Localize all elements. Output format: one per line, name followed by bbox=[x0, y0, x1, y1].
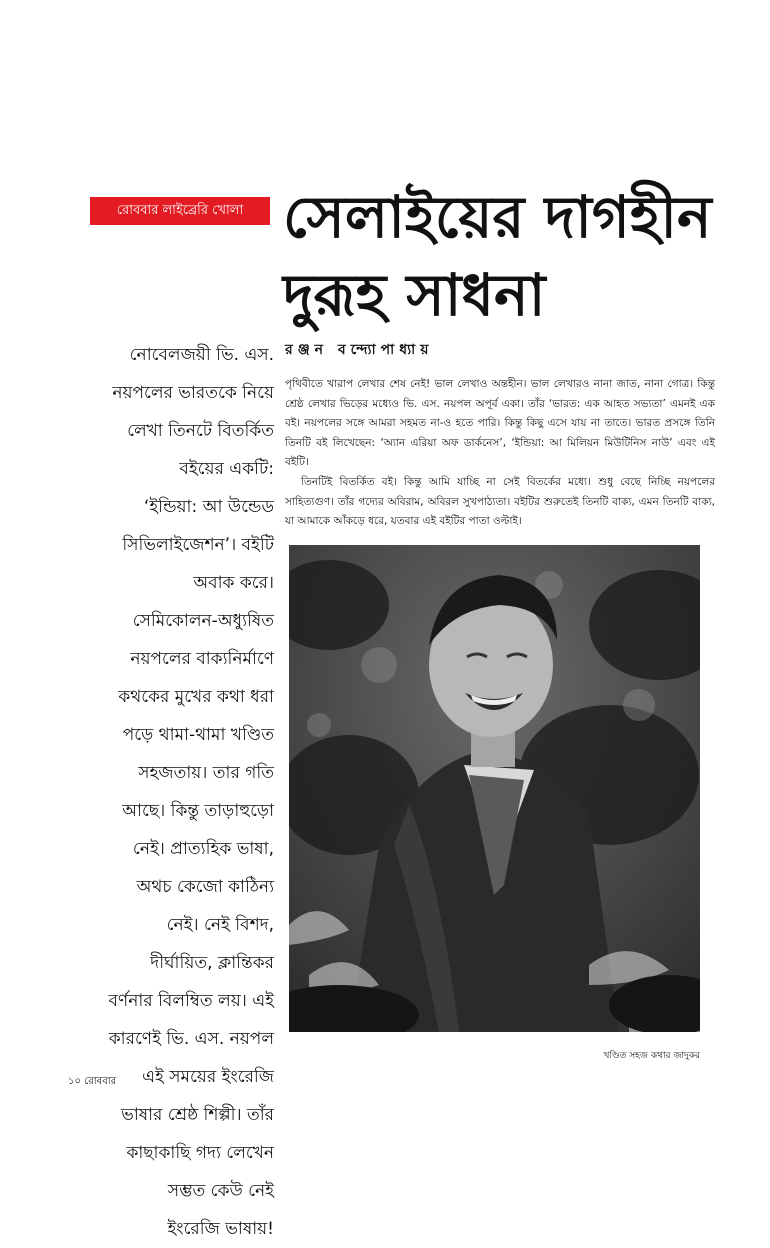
section-tag: রোববার লাইব্রেরি খোলা bbox=[90, 197, 270, 225]
headline bbox=[283, 178, 723, 334]
lead-line: বইয়ের একটি: bbox=[179, 459, 274, 479]
headline-line-2: দুরূহ সাধনা bbox=[283, 261, 546, 329]
lead-line: আছে। কিন্তু তাড়াহুড়ো bbox=[122, 801, 274, 821]
lead-line: অথচ কেজো কাঠিন্য bbox=[136, 877, 274, 897]
lead-line: নেই। নেই বিশদ, bbox=[166, 915, 274, 935]
lead-line: সিভিলাইজেশন’। বইটি bbox=[122, 535, 274, 555]
lead-column bbox=[72, 336, 274, 1248]
lead-line: কাছাকাছি গদ্য লেখেন bbox=[126, 1143, 274, 1163]
portrait-photo-illustration bbox=[289, 545, 700, 1032]
lead-line: সহজতায়। তার গতি bbox=[138, 763, 274, 783]
page-folio: ১০ রোববার bbox=[68, 1076, 117, 1087]
lead-line: দীর্ঘায়িত, ক্লান্তিকর bbox=[150, 953, 274, 973]
lead-line: ভাষার শ্রেষ্ঠ শিল্পী। তাঁর bbox=[121, 1105, 274, 1125]
byline: রঞ্জন বন্দ্যোপাধ্যায় bbox=[285, 342, 434, 358]
lead-line: ‘ইন্ডিয়া: আ উন্ডেড bbox=[143, 497, 274, 517]
lead-line: নেই। প্রাত্যহিক ভাষা, bbox=[132, 839, 274, 859]
body-paragraph: পৃথিবীতে খারাপ লেখার শেষ নেই! ভাল লেখাও অন্তহীন। ভাল লেখারও নানা জাত, নানা গোত্র। কিন্তু শ্রেষ্ঠ লেখার ভিড়ের মধ্যেও ভি. এস. নয়পল অপূর্ব একা। তাঁর ‘ভারত: এক আহত সভ্যতা’ এমনই এক বই। নয়পলের সঙ্গে আমরা সহমত না-ও হতে পারি। কিন্তু কিছু এসে যায় না তাতে। ভারত প্রসঙ্গে তিনি তিনটি বই লিখেছেন: ‘অ্যান এরিয়া অফ ডার্কনেস’, ‘ইন্ডিয়া: আ মিলিয়ন মিউটিনিস নাউ’ এবং এই বইটি। bbox=[285, 378, 715, 469]
lead-line: নয়পলের বাক্যনির্মাণে bbox=[130, 649, 274, 669]
body-paragraph: তিনটিই বিতর্কিত বই। কিন্তু আমি যাচ্ছি না সেই বিতর্কের মধ্যে। শুধু বেছে নিচ্ছি নয়পলের সাহিত্যগুণ। তাঁর গদ্যের অবিরাম, অবিরল সুখপাঠ্যতা। বইটির শুরুতেই তিনটি বাক্য, এমন তিনটি বাক্য, যা আমাকে আঁকড়ে ধরে, যতবার এই বইটির পাতা ওল্টাই। bbox=[285, 475, 715, 528]
lead-line: ইংরেজি ভাষায়! bbox=[167, 1219, 274, 1239]
lead-line: পড়ে থামা-থামা খণ্ডিত bbox=[122, 725, 274, 745]
headline-line-1: সেলাইয়ের দাগহীন bbox=[283, 183, 712, 251]
author-photo bbox=[289, 545, 700, 1032]
article-body bbox=[285, 375, 715, 532]
lead-line: অবাক করে। bbox=[193, 573, 274, 593]
lead-line: লেখা তিনটে বিতর্কিত bbox=[127, 421, 274, 441]
lead-line: নোবেলজয়ী ভি. এস. bbox=[129, 345, 274, 365]
lead-line: এই সময়ের ইংরেজি bbox=[142, 1067, 274, 1087]
lead-line: কথকের মুখের কথা ধরা bbox=[118, 687, 274, 707]
lead-line: কারণেই ভি. এস. নয়পল bbox=[108, 1029, 274, 1049]
lead-line: সম্ভত কেউ নেই bbox=[167, 1181, 274, 1201]
lead-line: নয়পলের ভারতকে নিয়ে bbox=[112, 383, 274, 403]
photo-caption: খণ্ডিত সহজ কথার জাদুকর bbox=[603, 1051, 700, 1061]
lead-line: বর্ণনার বিলম্বিত লয়। এই bbox=[108, 991, 274, 1011]
lead-line: সেমিকোলন-অধ্যুষিত bbox=[132, 611, 274, 631]
